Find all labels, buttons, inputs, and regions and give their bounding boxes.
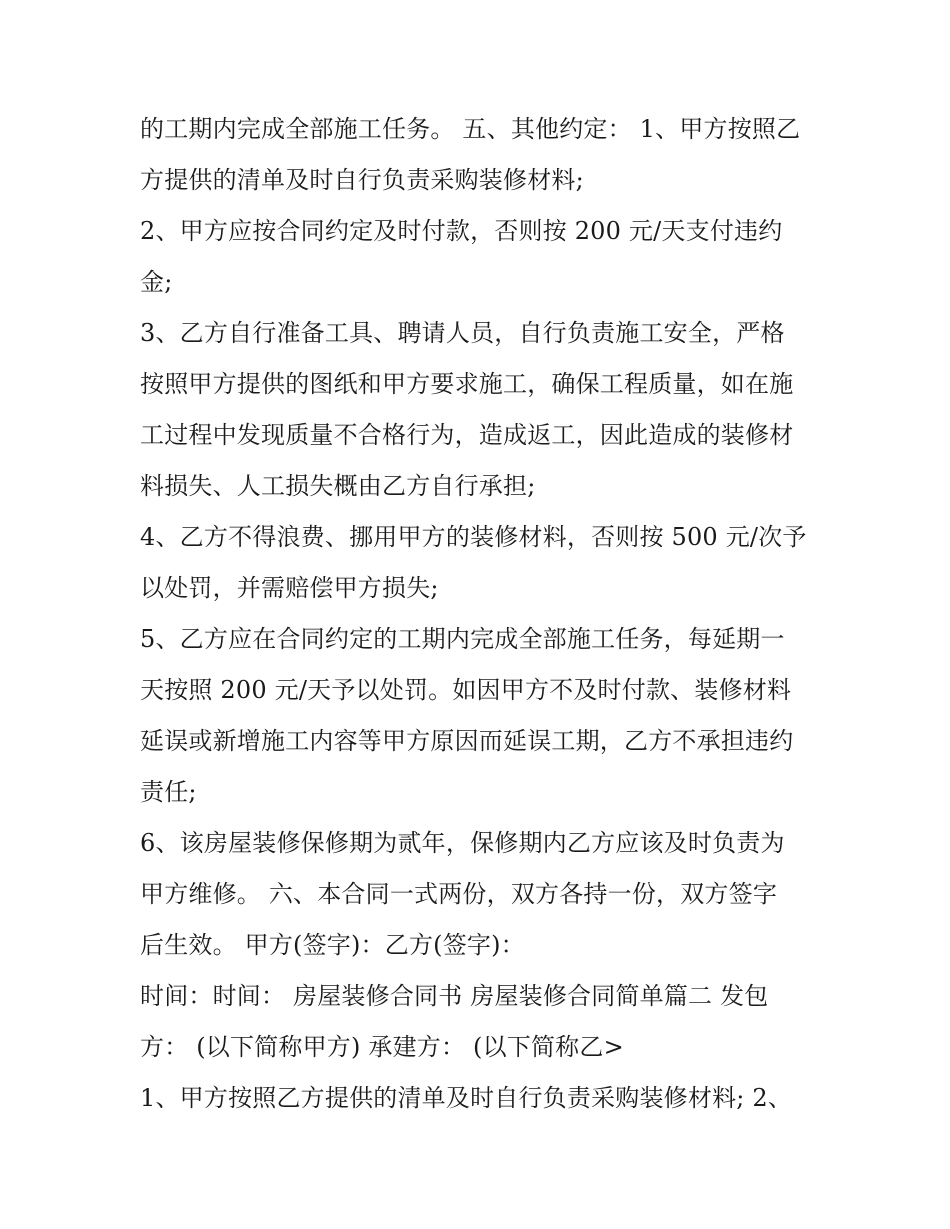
text-line: 天按照 200 元/天予以处罚。如因甲方不及时付款、装修材料 [140, 676, 792, 704]
text-line: 4、乙方不得浪费、挪用甲方的装修材料，否则按 500 元/次予 [140, 523, 807, 551]
text-line: 方提供的清单及时自行负责采购装修材料; [140, 166, 584, 194]
text-line: 按照甲方提供的图纸和甲方要求施工，确保工程质量，如在施 [140, 370, 794, 398]
text-line: 5、乙方应在合同约定的工期内完成全部施工任务，每延期一 [140, 625, 785, 653]
text-line: 以处罚，并需赔偿甲方损失; [140, 574, 439, 602]
text-line: 时间：时间： 房屋装修合同书 房屋装修合同简单篇二 发包 [140, 982, 769, 1010]
text-line: 延误或新增施工内容等甲方原因而延误工期，乙方不承担违约 [140, 727, 794, 755]
text-line: 金; [140, 268, 173, 296]
text-line: 的工期内完成全部施工任务。 五、其他约定： 1、甲方按照乙 [140, 115, 801, 143]
text-line: 料损失、人工损失概由乙方自行承担; [140, 472, 536, 500]
contract-text [140, 104, 820, 1124]
text-line: 方： (以下简称甲方) 承建方： (以下简称乙> [140, 1033, 624, 1061]
text-line: 工过程中发现质量不合格行为，造成返工，因此造成的装修材 [140, 421, 794, 449]
text-line: 责任; [140, 778, 197, 806]
text-line: 甲方维修。 六、本合同一式两份，双方各持一份，双方签字 [140, 880, 778, 908]
text-line: 3、乙方自行准备工具、聘请人员，自行负责施工安全，严格 [140, 319, 785, 347]
text-line: 6、该房屋装修保修期为贰年，保修期内乙方应该及时负责为 [140, 829, 785, 857]
text-line: 2、甲方应按合同约定及时付款，否则按 200 元/天支付违约 [140, 217, 783, 245]
text-line: 1、甲方按照乙方提供的清单及时自行负责采购装修材料; 2、 [140, 1084, 793, 1112]
text-line: 后生效。 甲方(签字)：乙方(签字)： [140, 931, 525, 959]
